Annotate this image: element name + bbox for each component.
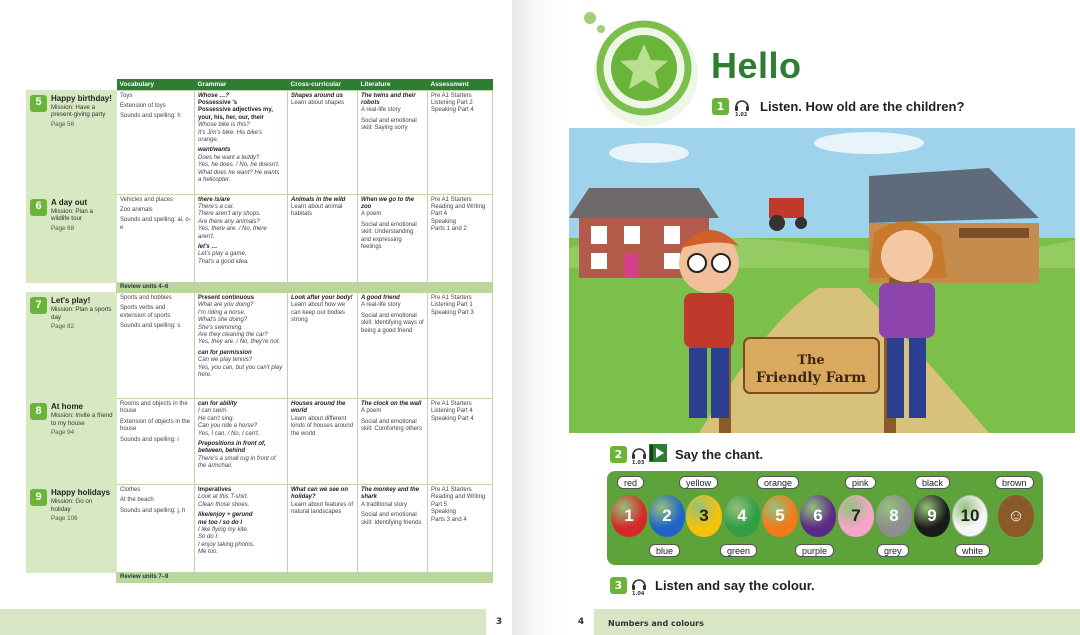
- grammar-heading: Whose …?: [198, 92, 229, 99]
- assessment-item: Speaking Part 3: [431, 309, 474, 316]
- activity-number: 3: [610, 577, 627, 594]
- balloon: [686, 495, 722, 537]
- farm-scene-illustration: [569, 128, 1075, 433]
- activity-instruction: Listen. How old are the children?: [760, 99, 965, 114]
- vocab-item: Extension of objects in the house: [120, 418, 191, 433]
- assessment-item: Pre A1 Starters: [431, 196, 472, 203]
- assessment-item: Pre A1 Starters: [431, 486, 472, 493]
- grammar-example: Does he want a teddy?: [198, 154, 260, 161]
- assessment-item: Pre A1 Starters: [431, 294, 472, 301]
- track-number: 1.02: [735, 112, 748, 118]
- review-row: [27, 572, 493, 582]
- grammar-cell: [195, 292, 288, 398]
- assessment-item: Parts 3 and 4: [431, 516, 467, 523]
- literature-text: A traditional story: [361, 501, 408, 508]
- colour-label: brown: [995, 476, 1034, 489]
- unit-number-badge: 5: [30, 95, 47, 112]
- literature-text: A real-life story: [361, 302, 401, 309]
- unit-number-badge: 6: [30, 199, 47, 216]
- vocabulary-cell: [117, 194, 195, 282]
- grammar-example: I'm riding a horse.: [198, 309, 246, 316]
- page-number: 3: [486, 609, 512, 635]
- cross-curricular-cell: [288, 398, 358, 484]
- grammar-example: What are you doing?: [198, 302, 254, 309]
- literature-text: A poem: [361, 408, 382, 415]
- grammar-example: Yes, he does. / No, he doesn't.: [198, 162, 280, 169]
- grammar-example: So do I.: [198, 534, 219, 541]
- grammar-example: Yes, you can, but you can't play here.: [198, 364, 283, 378]
- assessment-item: Speaking Part 4: [431, 415, 474, 422]
- colour-label: blue: [649, 544, 680, 557]
- vocab-item: At the beach: [120, 497, 154, 504]
- cross-text: Learn about shapes: [291, 99, 345, 106]
- colour-label: black: [915, 476, 950, 489]
- assessment-cell: [428, 292, 493, 398]
- table-row: [27, 292, 493, 398]
- literature-heading: A good friend: [361, 294, 400, 301]
- balloon: [724, 495, 760, 537]
- grammar-heading: Possessive 's: [198, 99, 238, 106]
- grammar-example: It's Jim's bike. His bike's orange.: [198, 129, 263, 143]
- balloon-number: 4: [737, 506, 747, 525]
- literature-cell: [358, 90, 428, 194]
- header-cross-curricular: Cross-curricular: [288, 79, 358, 90]
- grammar-example: I can swim.: [198, 408, 229, 415]
- activity-number: 1: [712, 98, 729, 115]
- literature-heading: The twins and their robots: [361, 92, 416, 106]
- grammar-example: What's she doing?: [198, 317, 248, 324]
- cross-heading: What can we see on holiday?: [291, 486, 349, 501]
- balloon: [611, 495, 647, 537]
- unit-page: Page 94: [51, 429, 75, 437]
- assessment-item: Speaking Part 4: [431, 107, 474, 114]
- assessment-cell: [428, 484, 493, 572]
- vocab-item: Sports verbs and extension of sports: [120, 305, 171, 319]
- left-page: [0, 0, 512, 635]
- balloon-number: 6: [813, 506, 823, 525]
- cross-heading: Look after your body!: [291, 294, 353, 301]
- grammar-example: Are they cleaning the car?: [198, 331, 268, 338]
- balloon-number: 9: [927, 506, 937, 525]
- unit-number-badge: 9: [30, 489, 47, 506]
- grammar-heading: can for ability: [198, 400, 238, 407]
- unit-cell: [27, 292, 117, 398]
- star-emblem-icon: [576, 8, 706, 130]
- literature-heading: The monkey and the shark: [361, 486, 420, 501]
- assessment-item: Parts 1 and 2: [431, 226, 467, 233]
- activity-instruction: Listen and say the colour.: [655, 578, 815, 593]
- cross-curricular-cell: [288, 194, 358, 282]
- balloon: [876, 495, 912, 537]
- grammar-example: I enjoy taking photos.: [198, 541, 255, 548]
- track-number: 1.04: [632, 591, 645, 597]
- sign-text-line2: Friendly Farm: [755, 370, 867, 386]
- unit-title: Happy birthday!: [51, 93, 112, 103]
- grammar-cell: [195, 484, 288, 572]
- unit-cell: [27, 194, 117, 282]
- unit-number-badge: 7: [30, 297, 47, 314]
- grammar-example: Let's play a game.: [198, 251, 247, 258]
- literature-cell: [358, 484, 428, 572]
- literature-text: A real-life story: [361, 107, 401, 114]
- cross-heading: Shapes around us: [291, 92, 344, 99]
- cross-text: Learn about different kinds of houses around the world: [291, 415, 354, 437]
- unit-page: Page 106: [51, 515, 78, 523]
- literature-text: A poem: [361, 211, 382, 218]
- grammar-heading: Prepositions in front of, between, behind: [198, 440, 266, 455]
- unit-page: Page 82: [51, 323, 75, 331]
- assessment-item: Listening Part 2: [431, 99, 473, 106]
- grammar-heading: like/enjoy + gerund: [198, 512, 253, 519]
- colour-label: yellow: [679, 476, 718, 489]
- unit-number-badge: 8: [30, 403, 47, 420]
- vocab-item: Sounds and spelling: h: [120, 113, 181, 120]
- grammar-example: Are there any animals?: [198, 218, 260, 225]
- grammar-example: I like flying my kite.: [198, 526, 249, 533]
- colour-label: red: [617, 476, 644, 489]
- assessment-item: Reading and Writing Part 4: [431, 203, 486, 218]
- grammar-example: Me too.: [198, 549, 219, 556]
- page-number: 4: [568, 609, 594, 635]
- colour-label: orange: [757, 476, 799, 489]
- grammar-example: Yes, there are. / No, there aren't.: [198, 226, 267, 240]
- smiley-balloon-icon: ☺: [998, 495, 1034, 537]
- assessment-item: Listening Part 4: [431, 408, 473, 415]
- vocab-item: Sounds and spelling: j, h: [120, 507, 186, 514]
- table-row: [27, 90, 493, 194]
- cross-curricular-cell: [288, 484, 358, 572]
- unit-page: Page 68: [51, 224, 75, 232]
- vocabulary-cell: [117, 484, 195, 572]
- cross-heading: Animals in the wild: [291, 196, 346, 203]
- balloon: [914, 495, 950, 537]
- balloon-number: 7: [851, 506, 861, 525]
- header-literature: Literature: [358, 79, 428, 90]
- unit-cell: [27, 398, 117, 484]
- balloon-number: 2: [662, 506, 672, 525]
- unit-title: Happy holidays: [51, 487, 111, 497]
- table-row: [27, 484, 493, 572]
- video-play-icon[interactable]: [649, 444, 667, 462]
- balloon: [838, 495, 874, 537]
- grammar-example: Whose bike is this?: [198, 122, 250, 129]
- grammar-example: He can't sing.: [198, 415, 235, 422]
- balloon: [762, 495, 798, 537]
- track-number: 1.03: [632, 460, 645, 466]
- literature-text: Social and emotional skill: Identifying friends: [361, 512, 422, 526]
- cross-text: Learn about animal habitats: [291, 203, 343, 218]
- grammar-example: Can you ride a horse?: [198, 423, 258, 430]
- assessment-item: Speaking: [431, 218, 457, 225]
- vocab-item: Clothes: [120, 486, 141, 493]
- assessment-cell: [428, 194, 493, 282]
- vocab-item: Toys: [120, 92, 133, 99]
- vocab-item: Sounds and spelling: ai, o-e: [120, 217, 191, 231]
- unit-title: Let's play!: [51, 295, 91, 305]
- grammar-heading: me too / so do I: [198, 519, 243, 526]
- page-title: Hello: [711, 45, 802, 86]
- grammar-cell: [195, 90, 288, 194]
- grammar-cell: [195, 398, 288, 484]
- literature-text: Social and emotional skill: Understanding and expressing feelings: [361, 221, 417, 250]
- table-row: [27, 194, 493, 282]
- grammar-example: That's a good idea.: [198, 258, 249, 265]
- assessment-item: Pre A1 Starters: [431, 92, 472, 99]
- grammar-example: Can we play tennis?: [198, 357, 253, 364]
- vocab-item: Sports and hobbies: [120, 294, 172, 301]
- colour-label: purple: [795, 544, 834, 557]
- book-gutter: [512, 0, 568, 635]
- footer-unit-title: Numbers and colours: [608, 619, 704, 628]
- review-row: [27, 282, 493, 292]
- cross-text: Learn about features of natural landscapes: [291, 501, 354, 516]
- grammar-heading: let's …: [198, 243, 218, 250]
- balloon-number: 5: [775, 506, 785, 525]
- assessment-item: Reading and Writing Part 5: [431, 494, 486, 508]
- vocab-item: Sounds and spelling: i: [120, 436, 179, 443]
- grammar-example: She's swimming.: [198, 324, 243, 331]
- vocab-item: Zoo animals: [120, 206, 153, 213]
- unit-cell: [27, 484, 117, 572]
- sign-text-line1: The: [797, 353, 825, 368]
- balloon-number: 1: [624, 506, 634, 525]
- unit-title: At home: [51, 401, 83, 411]
- colour-label: green: [720, 544, 757, 557]
- colour-label: white: [955, 544, 990, 557]
- balloon-number: 10: [960, 506, 980, 525]
- vocab-item: Rooms and objects in the house: [120, 400, 188, 415]
- literature-heading: The clock on the wall: [361, 400, 422, 407]
- unit-mission: Mission: Plan a wildlife tour: [51, 208, 93, 223]
- review-label: Review units 4–6: [117, 282, 493, 292]
- assessment-item: Listening Part 1: [431, 302, 473, 309]
- vocab-item: Extension of toys: [120, 102, 166, 109]
- grammar-example: What does he want? He wants a helicopter.: [198, 169, 280, 183]
- vocabulary-cell: [117, 398, 195, 484]
- literature-cell: [358, 292, 428, 398]
- activity-number: 2: [610, 446, 627, 463]
- assessment-item: Pre A1 Starters: [431, 400, 472, 407]
- unit-page: Page 56: [51, 120, 75, 128]
- balloon-number: 8: [889, 506, 899, 525]
- vocabulary-cell: [117, 292, 195, 398]
- unit-cell: [27, 90, 117, 194]
- colour-chant-panel: [607, 471, 1043, 565]
- unit-mission: Mission: Plan a sports day: [51, 306, 112, 321]
- table-row: [27, 398, 493, 484]
- cross-text: Learn about how we can keep our bodies strong: [291, 302, 346, 324]
- grammar-heading: Imperatives: [198, 486, 232, 493]
- grammar-example: Yes, I can. / No, I can't.: [198, 430, 260, 437]
- unit-title: A day out: [51, 197, 88, 207]
- header-assessment: Assessment: [428, 79, 493, 90]
- vocab-item: Vehicles and places: [120, 196, 174, 203]
- cross-curricular-cell: [288, 90, 358, 194]
- vocabulary-cell: [117, 90, 195, 194]
- literature-cell: [358, 194, 428, 282]
- grammar-heading: there is/are: [198, 196, 231, 203]
- assessment-cell: [428, 90, 493, 194]
- grammar-example: Look at this T-shirt.: [198, 494, 249, 501]
- literature-heading: When we go to the zoo: [361, 196, 414, 210]
- balloon: [952, 495, 988, 537]
- grammar-example: There aren't any shops.: [198, 211, 261, 218]
- review-label: Review units 7–9: [117, 572, 493, 582]
- literature-text: Social and emotional skill: Saying sorry: [361, 117, 417, 132]
- unit-mission: Mission: Invite a friend to my house: [51, 412, 113, 427]
- header-vocabulary: Vocabulary: [117, 79, 195, 90]
- colour-label: pink: [845, 476, 876, 489]
- unit-mission: Mission: Go on holiday: [51, 498, 93, 513]
- grammar-example: There's a small rug in front of the armchair.: [198, 455, 276, 470]
- table-header-row: [27, 79, 493, 90]
- grammar-example: Yes, they are. / No, they're not.: [198, 339, 281, 346]
- grammar-heading: can for permission: [198, 349, 252, 356]
- header-grammar: Grammar: [195, 79, 288, 90]
- footer-bar: [0, 609, 486, 635]
- colour-label: grey: [877, 544, 909, 557]
- grammar-example: There's a car.: [198, 203, 235, 210]
- grammar-heading: Possessive adjectives my, your, his, her, our, their: [198, 107, 273, 121]
- grammar-cell: [195, 194, 288, 282]
- assessment-item: Speaking: [431, 509, 457, 516]
- balloon: [800, 495, 836, 537]
- assessment-cell: [428, 398, 493, 484]
- literature-cell: [358, 398, 428, 484]
- literature-text: Social and emotional skill: Identifying ways of being a good friend: [361, 312, 424, 334]
- balloon-number: 3: [699, 506, 709, 525]
- vocab-item: Sounds and spelling: s: [120, 323, 181, 330]
- literature-text: Social and emotional skill: Comforting others: [361, 418, 423, 433]
- unit-mission: Mission: Have a present-giving party: [51, 104, 106, 119]
- balloon: [649, 495, 685, 537]
- contents-table: [26, 79, 493, 583]
- grammar-heading: Present continuous: [198, 294, 255, 301]
- cross-curricular-cell: [288, 292, 358, 398]
- grammar-heading: want/wants: [198, 147, 231, 154]
- cross-heading: Houses around the world: [291, 400, 346, 415]
- grammar-example: Clean those shoes.: [198, 501, 250, 508]
- activity-instruction: Say the chant.: [675, 447, 764, 462]
